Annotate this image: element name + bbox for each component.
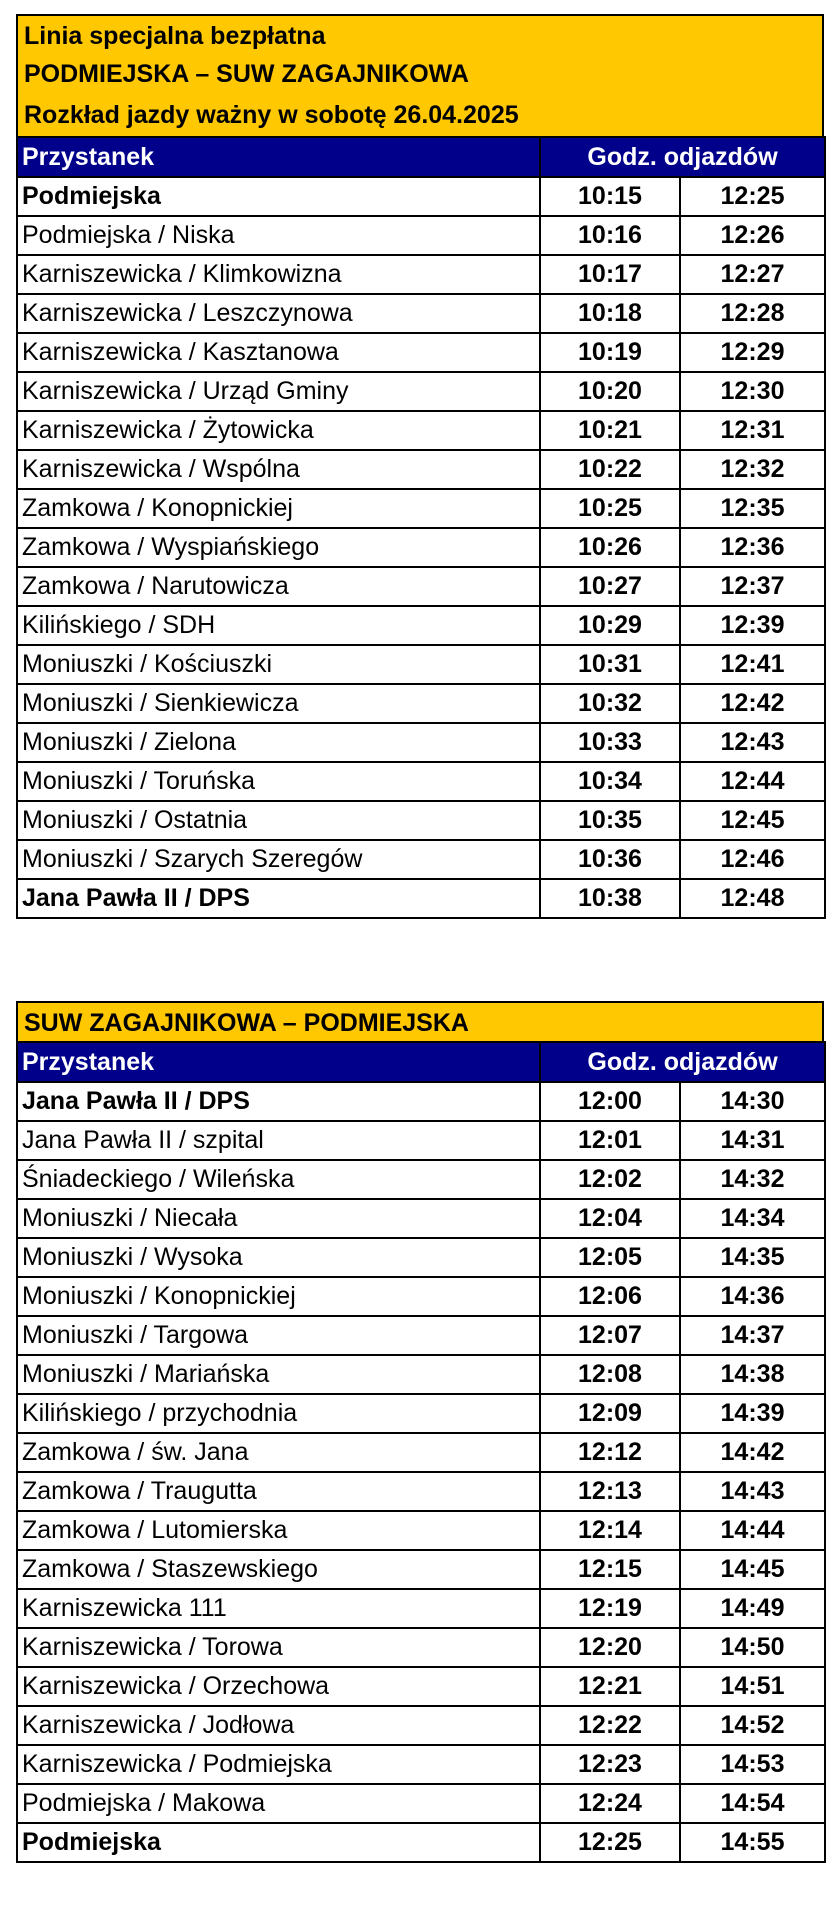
table-row [17,1433,825,1472]
departure-time-1: 12:13 [540,1472,680,1511]
departure-time-2: 14:37 [680,1316,825,1355]
departure-time-2: 12:39 [680,606,825,645]
table-row [17,1628,825,1667]
departure-time-1: 12:00 [540,1082,680,1121]
table-row [17,294,825,333]
departure-time-1: 12:21 [540,1667,680,1706]
stop-name: Moniuszki / Mariańska [17,1355,540,1394]
departure-time-1: 12:19 [540,1589,680,1628]
table-row [17,1589,825,1628]
departure-time-2: 12:35 [680,489,825,528]
table-row [17,528,825,567]
table-header-row [17,137,825,177]
stop-name: Zamkowa / Staszewskiego [17,1550,540,1589]
stop-name: Karniszewicka / Kasztanowa [17,333,540,372]
table-row [17,1550,825,1589]
departure-time-2: 12:27 [680,255,825,294]
departure-time-1: 10:15 [540,177,680,216]
departure-time-1: 12:22 [540,1706,680,1745]
header-departure-times: Godz. odjazdów [540,1042,825,1082]
departure-time-2: 12:37 [680,567,825,606]
departure-time-1: 10:21 [540,411,680,450]
departure-time-2: 12:46 [680,840,825,879]
stop-name: Zamkowa / Wyspiańskiego [17,528,540,567]
timetable-body [17,1082,825,1862]
stop-name: Moniuszki / Zielona [17,723,540,762]
departure-time-1: 12:04 [540,1199,680,1238]
stop-name: Karniszewicka / Torowa [17,1628,540,1667]
departure-time-1: 12:08 [540,1355,680,1394]
departure-time-2: 12:32 [680,450,825,489]
stop-name: Podmiejska / Makowa [17,1784,540,1823]
header-departure-times: Godz. odjazdów [540,137,825,177]
table-row [17,489,825,528]
timetable-table [16,136,826,919]
departure-time-2: 12:31 [680,411,825,450]
stop-name: Moniuszki / Ostatnia [17,801,540,840]
departure-time-2: 14:32 [680,1160,825,1199]
stop-name: Karniszewicka / Jodłowa [17,1706,540,1745]
departure-time-2: 14:55 [680,1823,825,1862]
departure-time-2: 12:48 [680,879,825,918]
stop-name: Zamkowa / Lutomierska [17,1511,540,1550]
table-row [17,1316,825,1355]
table-row [17,1706,825,1745]
departure-time-1: 12:15 [540,1550,680,1589]
departure-time-1: 10:32 [540,684,680,723]
departure-time-2: 12:44 [680,762,825,801]
stop-name: Moniuszki / Konopnickiej [17,1277,540,1316]
departure-time-2: 12:29 [680,333,825,372]
stop-name: Moniuszki / Wysoka [17,1238,540,1277]
table-row [17,1745,825,1784]
departure-time-2: 12:26 [680,216,825,255]
departure-time-2: 14:34 [680,1199,825,1238]
timetable-podmiejska-suw [16,14,824,919]
departure-time-2: 14:43 [680,1472,825,1511]
departure-time-2: 12:30 [680,372,825,411]
table-row [17,1511,825,1550]
departure-time-1: 12:20 [540,1628,680,1667]
departure-time-2: 14:36 [680,1277,825,1316]
table-row [17,1667,825,1706]
departure-time-1: 10:25 [540,489,680,528]
departure-time-1: 10:20 [540,372,680,411]
departure-time-1: 12:02 [540,1160,680,1199]
departure-time-1: 12:01 [540,1121,680,1160]
stop-name: Karniszewicka / Żytowicka [17,411,540,450]
table-row [17,1823,825,1862]
departure-time-2: 14:39 [680,1394,825,1433]
table-row [17,1199,825,1238]
departure-time-1: 12:05 [540,1238,680,1277]
departure-time-2: 12:36 [680,528,825,567]
departure-time-2: 14:49 [680,1589,825,1628]
timetable-title-box [16,1001,824,1041]
departure-time-1: 10:17 [540,255,680,294]
departure-time-1: 10:31 [540,645,680,684]
table-row [17,255,825,294]
table-row [17,684,825,723]
departure-time-2: 14:52 [680,1706,825,1745]
stop-name: Podmiejska / Niska [17,216,540,255]
departure-time-2: 12:25 [680,177,825,216]
stop-name: Karniszewicka / Orzechowa [17,1667,540,1706]
header-stop: Przystanek [17,137,540,177]
timetable-suw-podmiejska [16,1001,824,1863]
departure-time-2: 14:54 [680,1784,825,1823]
stop-name: Zamkowa / św. Jana [17,1433,540,1472]
stop-name: Moniuszki / Niecała [17,1199,540,1238]
table-row [17,801,825,840]
departure-time-2: 14:51 [680,1667,825,1706]
table-row [17,1784,825,1823]
stop-name: Zamkowa / Narutowicza [17,567,540,606]
stop-name: Moniuszki / Sienkiewicza [17,684,540,723]
departure-time-2: 14:30 [680,1082,825,1121]
table-row [17,840,825,879]
table-row [17,1394,825,1433]
stop-name: Kilińskiego / SDH [17,606,540,645]
table-row [17,177,825,216]
departure-time-2: 14:31 [680,1121,825,1160]
route-name: PODMIEJSKA – SUW ZAGAJNIKOWA [24,60,469,88]
departure-time-1: 10:22 [540,450,680,489]
timetable-table [16,1041,826,1863]
table-row [17,1277,825,1316]
departure-time-1: 10:19 [540,333,680,372]
table-row [17,216,825,255]
departure-time-1: 10:29 [540,606,680,645]
stop-name: Zamkowa / Traugutta [17,1472,540,1511]
departure-time-2: 12:42 [680,684,825,723]
table-row [17,1082,825,1121]
departure-time-2: 14:53 [680,1745,825,1784]
line-name: Linia specjalna bezpłatna [24,22,326,50]
table-row [17,879,825,918]
departure-time-1: 12:12 [540,1433,680,1472]
departure-time-1: 12:24 [540,1784,680,1823]
departure-time-1: 10:33 [540,723,680,762]
departure-time-2: 12:41 [680,645,825,684]
stop-name: Moniuszki / Targowa [17,1316,540,1355]
departure-time-1: 10:35 [540,801,680,840]
departure-time-2: 14:35 [680,1238,825,1277]
table-row [17,1355,825,1394]
stop-name: Jana Pawła II / szpital [17,1121,540,1160]
stop-name: Kilińskiego / przychodnia [17,1394,540,1433]
timetable-title-box [16,14,824,136]
departure-time-1: 10:26 [540,528,680,567]
departure-time-2: 12:28 [680,294,825,333]
stop-name: Moniuszki / Szarych Szeregów [17,840,540,879]
stop-name: Jana Pawła II / DPS [17,1082,540,1121]
table-row [17,1238,825,1277]
table-header-row [17,1042,825,1082]
validity-note: Rozkład jazdy ważny w sobotę 26.04.2025 [24,101,519,129]
departure-time-2: 14:44 [680,1511,825,1550]
departure-time-2: 14:45 [680,1550,825,1589]
route-name: SUW ZAGAJNIKOWA – PODMIEJSKA [24,1009,469,1037]
departure-time-1: 10:16 [540,216,680,255]
departure-time-1: 12:09 [540,1394,680,1433]
table-row [17,1472,825,1511]
departure-time-1: 10:27 [540,567,680,606]
departure-time-1: 12:07 [540,1316,680,1355]
stop-name: Karniszewicka / Urząd Gminy [17,372,540,411]
stop-name: Zamkowa / Konopnickiej [17,489,540,528]
table-row [17,372,825,411]
departure-time-1: 10:34 [540,762,680,801]
stop-name: Podmiejska [17,1823,540,1862]
table-row [17,1121,825,1160]
table-row [17,567,825,606]
table-row [17,606,825,645]
table-row [17,1160,825,1199]
departure-time-1: 12:14 [540,1511,680,1550]
departure-time-1: 12:06 [540,1277,680,1316]
timetable-body [17,177,825,918]
table-row [17,723,825,762]
departure-time-1: 10:36 [540,840,680,879]
departure-time-2: 12:43 [680,723,825,762]
stop-name: Jana Pawła II / DPS [17,879,540,918]
departure-time-1: 12:25 [540,1823,680,1862]
stop-name: Karniszewicka / Wspólna [17,450,540,489]
departure-time-1: 12:23 [540,1745,680,1784]
departure-time-1: 10:38 [540,879,680,918]
stop-name: Moniuszki / Toruńska [17,762,540,801]
stop-name: Karniszewicka / Leszczynowa [17,294,540,333]
stop-name: Karniszewicka 111 [17,1589,540,1628]
table-row [17,411,825,450]
departure-time-2: 14:38 [680,1355,825,1394]
stop-name: Karniszewicka / Klimkowizna [17,255,540,294]
table-row [17,333,825,372]
departure-time-1: 10:18 [540,294,680,333]
stop-name: Moniuszki / Kościuszki [17,645,540,684]
stop-name: Karniszewicka / Podmiejska [17,1745,540,1784]
stop-name: Podmiejska [17,177,540,216]
stop-name: Śniadeckiego / Wileńska [17,1160,540,1199]
table-row [17,645,825,684]
departure-time-2: 14:42 [680,1433,825,1472]
departure-time-2: 14:50 [680,1628,825,1667]
table-row [17,450,825,489]
header-stop: Przystanek [17,1042,540,1082]
departure-time-2: 12:45 [680,801,825,840]
table-row [17,762,825,801]
